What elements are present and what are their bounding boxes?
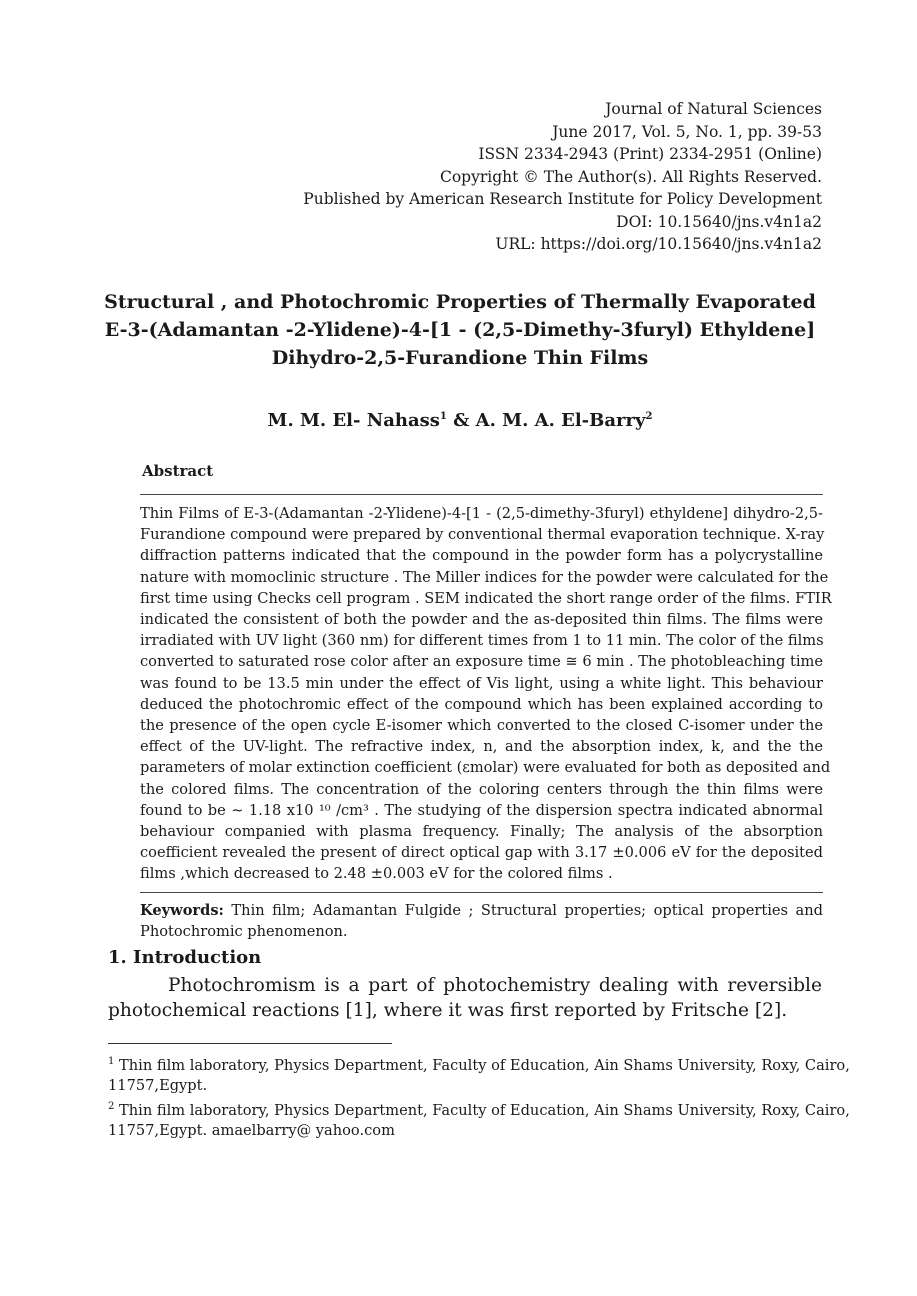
abstract-line: coefficient revealed the present of direct optical gap with 3.17 ±0.006 eV for the deposited [140, 844, 823, 862]
footnote-mark: 1 [108, 1056, 115, 1067]
journal-publisher: Published by American Research Institute for Policy Development [303, 190, 822, 208]
abstract-heading: Abstract [142, 462, 214, 480]
author-separator: & [446, 410, 476, 431]
title-line: E-3-(Adamantan -2-Ylidene)-4-[1 - (2,5-Dimethy-3furyl) Ethyldene] [104, 319, 816, 341]
abstract-line: first time using Checks cell program . SEM indicated the short range order of the films. FTIR [140, 589, 832, 607]
abstract-line: parameters of molar extinction coefficient (εmolar) were evaluated for both as deposited and [140, 759, 831, 777]
abstract-line: converted to saturated rose color after an exposure time ≅ 6 min . The photobleaching time [140, 653, 823, 671]
abstract-line: nature with momoclinic structure . The Miller indices for the powder were calculated for the [140, 568, 829, 586]
paper-title [100, 288, 820, 372]
journal-doi: DOI: 10.15640/jns.v4n1a2 [616, 212, 822, 231]
abstract-line: Thin Films of E-3-(Adamantan -2-Ylidene)-4-[1 - (2,5-dimethy-3furyl) ethyldene] dihydro-2,5- [140, 505, 823, 522]
keywords-text: Thin film; Adamantan Fulgide ; Structural properties; optical properties and [223, 902, 823, 919]
footnote-mark: 2 [108, 1100, 115, 1112]
abstract-line: effect of the UV-light. The refractive index, n, and the absorption index, k, and the the [140, 738, 823, 756]
footnote-text: Thin film laboratory, Physics Department, Faculty of Education, Ain Shams University, Roxy, Cairo, [114, 1056, 850, 1074]
abstract-top-rule [140, 494, 823, 495]
journal-issue: June 2017, Vol. 5, No. 1, pp. 39-53 [552, 122, 822, 141]
title-line: Structural , and Photochromic Properties of Thermally Evaporated [104, 291, 816, 313]
abstract-line: Furandione compound were prepared by conventional thermal evaporation technique. X-ray [140, 526, 825, 544]
footnote-text: 11757,Egypt. amaelbarry@ yahoo.com [108, 1122, 395, 1140]
abstract-line: films ,which decreased to 2.48 ±0.003 eV for the colored films . [140, 865, 613, 883]
abstract-line: behaviour companied with plasma frequency. Finally; The analysis of the absorption [140, 823, 823, 841]
author-list [100, 410, 820, 431]
journal-name: Journal of Natural Sciences [605, 100, 822, 118]
footnote-separator [108, 1043, 392, 1044]
journal-issn: ISSN 2334-2943 (Print) 2334-2951 (Online) [478, 145, 822, 163]
footnote-text: 11757,Egypt. [108, 1077, 208, 1095]
affiliation-mark: 2 [645, 411, 653, 422]
keywords-text: Photochromic phenomenon. [140, 923, 348, 941]
section-heading: 1. Introduction [108, 947, 262, 968]
abstract-line: deduced the photochromic effect of the compound which has been explained according to [140, 695, 823, 713]
journal-url[interactable]: URL: https://doi.org/10.15640/jns.v4n1a2 [495, 235, 822, 253]
keywords [140, 900, 823, 942]
keywords-label: Keywords: [140, 902, 224, 919]
abstract-line: irradiated with UV light (360 nm) for different times from 1 to 11 min. The color of the films [140, 632, 824, 650]
intro-line: photochemical reactions [1], where it was first reported by Fritsche [2]. [108, 1000, 788, 1021]
author-name: M. M. El- Nahass [267, 410, 440, 431]
intro-line: Photochromism is a part of photochemistry dealing with reversible [168, 975, 822, 996]
affiliation-mark: 1 [439, 411, 447, 422]
abstract-line: diffraction patterns indicated that the compound in the powder form has a polycrystalline [140, 547, 823, 565]
footnote-text: Thin film laboratory, Physics Department, Faculty of Education, Ain Shams University, Roxy, Cairo, [114, 1101, 850, 1119]
abstract-line: found to be ~ 1.18 x10 ¹⁰ /cm³ . The studying of the dispersion spectra indicated abnormal [140, 801, 823, 819]
abstract-line: indicated the consistent of both the powder and the as-deposited thin films. The films were [140, 611, 823, 629]
abstract-line: the presence of the open cycle E-isomer which converted to the closed C-isomer under the [140, 717, 823, 735]
author-name: A. M. A. El-Barry [475, 410, 646, 431]
title-line: Dihydro-2,5-Furandione Thin Films [271, 347, 649, 369]
journal-header [302, 98, 822, 256]
abstract-bottom-rule [140, 892, 823, 893]
journal-copyright: Copyright © The Author(s). All Rights Reserved. [439, 167, 822, 186]
intro-paragraph [108, 973, 822, 1023]
footnotes [108, 1052, 850, 1142]
abstract-line: was found to be 13.5 min under the effect of Vis light, using a white light. This behaviour [140, 674, 823, 692]
abstract-body [140, 503, 832, 885]
abstract-line: the colored films. The concentration of the coloring centers through the thin films were [140, 780, 823, 798]
